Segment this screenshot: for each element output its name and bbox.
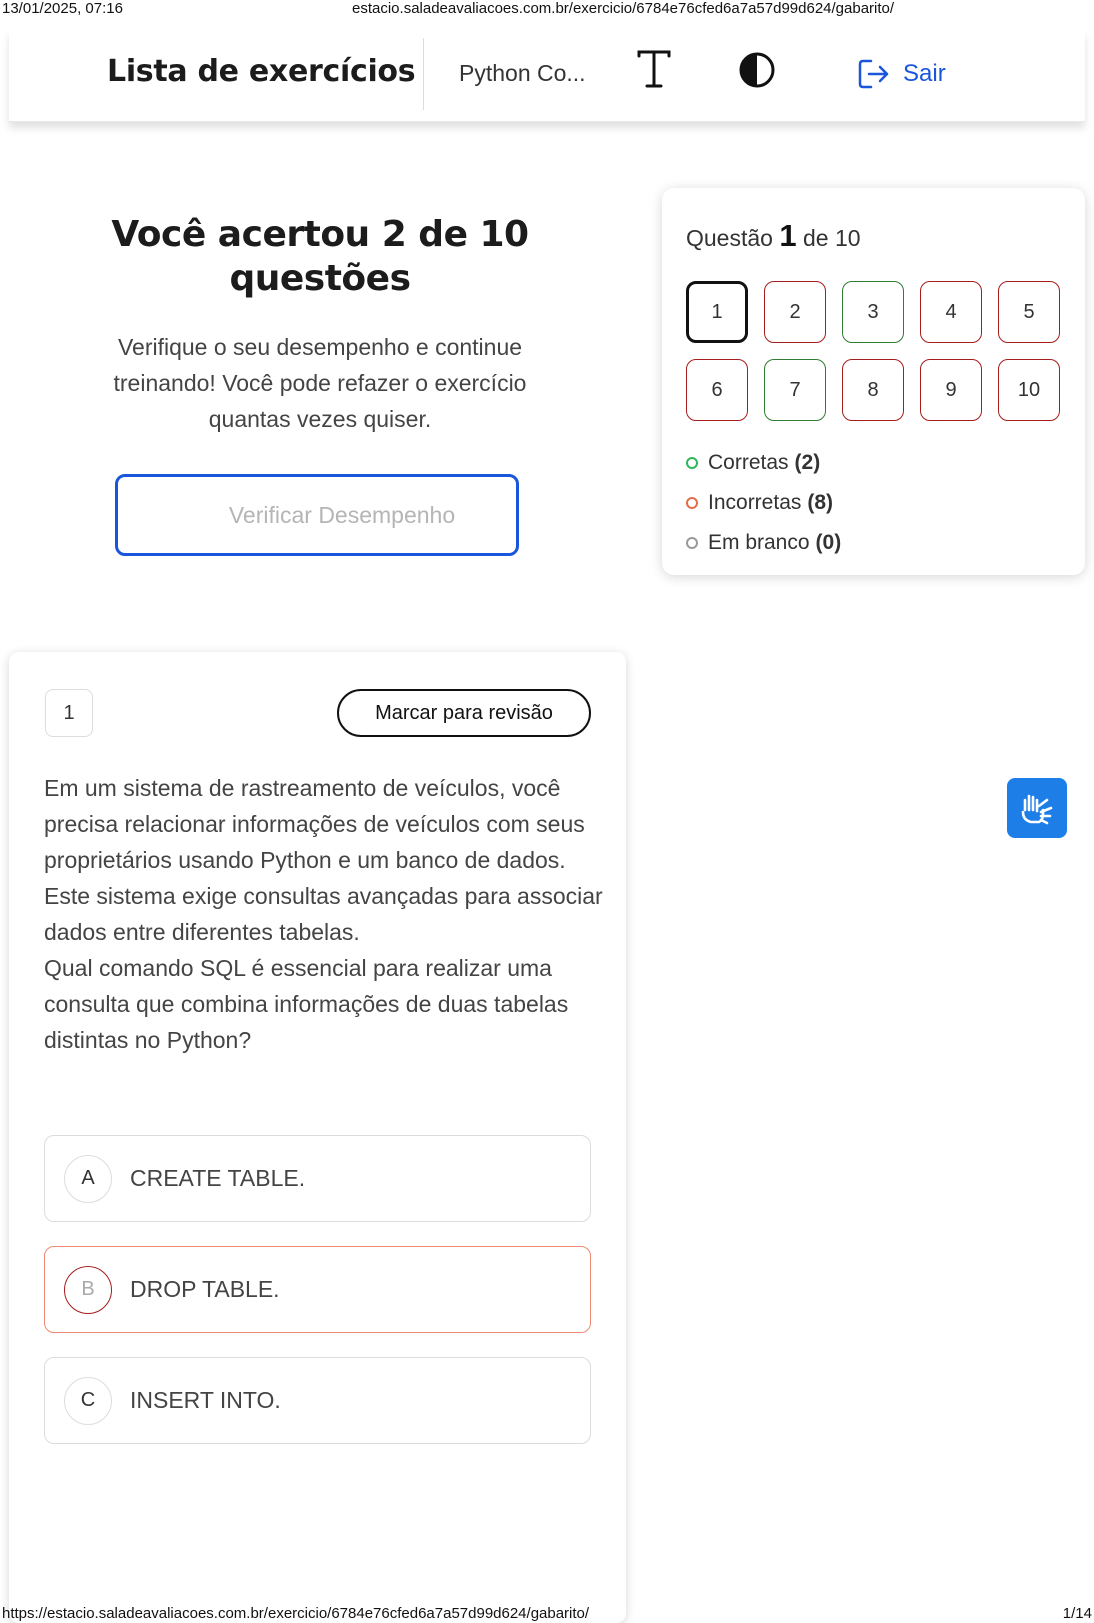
question-nav-button[interactable]: 1 [686,281,748,343]
question-text: Em um sistema de rastreamento de veículos, você precisa relacionar informações de veículos com seus proprietários usando Python e um banco de dados. Este sistema exige consultas avançadas para associar dados entre diferentes tabelas. Qual comando SQL é essencial para realizar uma consulta que combina informações de duas tabelas distintas no Python? [44,775,603,1053]
question-counter-prefix: Questão [686,225,773,251]
header-divider [423,38,424,110]
answer-option-c[interactable] [44,1357,591,1444]
option-letter: C [64,1377,112,1425]
verify-performance-label: Verificar Desempenho [228,501,456,528]
answer-option-b[interactable] [44,1246,591,1333]
logout-label: Sair [903,60,946,87]
legend-incorrect [686,483,841,523]
result-description: Verifique o seu desempenho e continue treinando! Você pode refazer o exercício quantas vezes quiser. [113,334,527,432]
page-title: Lista de exercícios [107,54,416,89]
logout-icon [857,57,891,91]
legend-correct-label: Corretas [708,451,789,474]
print-header [0,0,1094,18]
question-nav-button[interactable]: 6 [686,359,748,421]
legend-incorrect-label: Incorretas [708,491,802,514]
verify-performance-button[interactable] [115,474,519,556]
contrast-icon[interactable] [737,50,777,90]
sign-language-icon[interactable] [1007,778,1067,838]
question-nav-button[interactable]: 7 [764,359,826,421]
option-text: INSERT INTO. [130,1387,281,1413]
option-text: CREATE TABLE. [130,1165,306,1191]
question-grid [686,281,1060,421]
question-nav-button[interactable]: 4 [920,281,982,343]
question-nav-button[interactable]: 10 [998,359,1060,421]
blank-dot-icon [686,537,698,549]
legend-blank [686,523,841,563]
question-counter-suffix: de 10 [802,225,861,251]
course-name[interactable]: Python Co... [459,60,586,86]
incorrect-dot-icon [686,497,698,509]
legend-incorrect-count: (8) [807,491,834,514]
legend-blank-count: (0) [815,531,842,554]
print-footer [0,1603,1094,1623]
print-url: estacio.saladeavaliacoes.com.br/exercicio/6784e76cfed6a7a57d99d624/gabarito/ [352,0,895,17]
top-navigation-bar [9,30,1085,122]
status-legend [686,443,841,563]
question-summary-card [662,188,1085,575]
question-counter [686,218,861,254]
option-text: DROP TABLE. [130,1276,280,1302]
option-letter: B [64,1266,112,1314]
question-nav-button[interactable]: 9 [920,359,982,421]
logout-button[interactable] [857,54,946,94]
question-nav-button[interactable]: 5 [998,281,1060,343]
mark-for-review-button[interactable]: Marcar para revisão [337,689,591,737]
legend-blank-label: Em branco [708,531,810,554]
question-number: 1 [45,689,93,737]
result-panel [60,213,580,437]
question-card [9,652,626,1623]
result-heading: Você acertou 2 de 10 questões [111,214,529,299]
question-nav-button[interactable]: 8 [842,359,904,421]
correct-dot-icon [686,457,698,469]
font-size-icon[interactable] [635,48,675,92]
question-nav-button[interactable]: 2 [764,281,826,343]
question-nav-button[interactable]: 3 [842,281,904,343]
print-page-count: 1/14 [1062,1605,1092,1622]
answer-option-a[interactable] [44,1135,591,1222]
print-datetime: 13/01/2025, 07:16 [2,0,123,17]
legend-correct [686,443,841,483]
option-letter: A [64,1155,112,1203]
question-counter-current: 1 [779,218,797,253]
legend-correct-count: (2) [794,451,821,474]
print-footer-url: https://estacio.saladeavaliacoes.com.br/exercicio/6784e76cfed6a7a57d99d624/gabarito/ [2,1605,590,1622]
